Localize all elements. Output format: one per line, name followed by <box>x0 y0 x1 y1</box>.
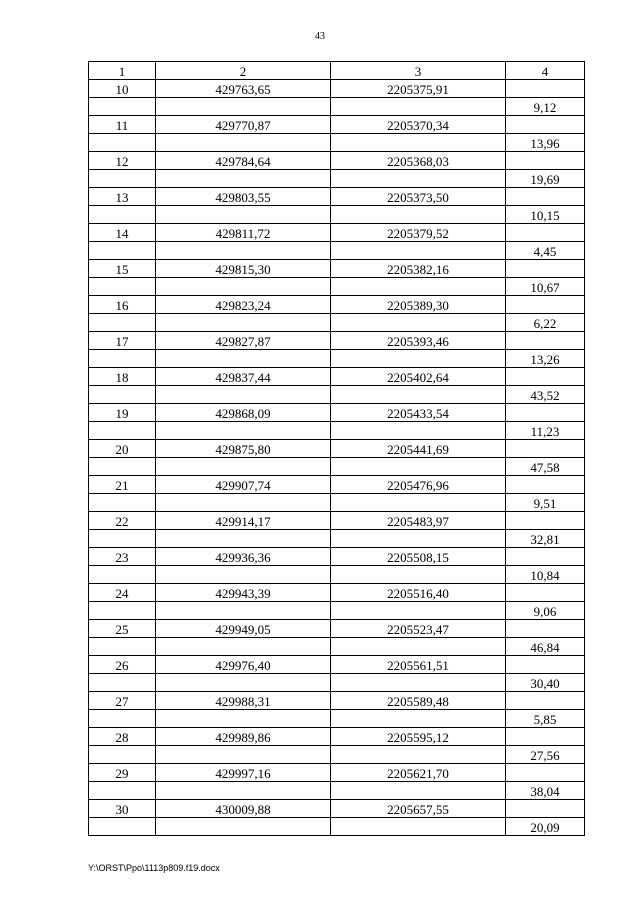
empty-cell <box>156 458 331 476</box>
x-coordinate-cell: 429875,80 <box>156 440 331 458</box>
table-row <box>89 818 585 836</box>
empty-cell <box>331 458 506 476</box>
empty-cell <box>156 98 331 116</box>
table-row <box>89 440 585 458</box>
empty-cell <box>506 296 585 314</box>
table-row <box>89 548 585 566</box>
empty-cell <box>89 242 156 260</box>
point-number-cell: 16 <box>89 296 156 314</box>
table-header-row <box>89 62 585 80</box>
empty-cell <box>506 116 585 134</box>
table-row <box>89 80 585 98</box>
distance-cell: 30,40 <box>506 674 585 692</box>
table-row <box>89 188 585 206</box>
distance-cell: 4,45 <box>506 242 585 260</box>
empty-cell <box>506 440 585 458</box>
distance-cell: 9,12 <box>506 98 585 116</box>
distance-cell: 20,09 <box>506 818 585 836</box>
empty-cell <box>89 818 156 836</box>
empty-cell <box>331 494 506 512</box>
y-coordinate-cell: 2205393,46 <box>331 332 506 350</box>
empty-cell <box>331 242 506 260</box>
empty-cell <box>506 224 585 242</box>
empty-cell <box>331 206 506 224</box>
empty-cell <box>89 710 156 728</box>
point-number-cell: 12 <box>89 152 156 170</box>
distance-cell: 19,69 <box>506 170 585 188</box>
point-number-cell: 30 <box>89 800 156 818</box>
empty-cell <box>331 818 506 836</box>
empty-cell <box>156 674 331 692</box>
x-coordinate-cell: 429784,64 <box>156 152 331 170</box>
x-coordinate-cell: 429943,39 <box>156 584 331 602</box>
table-row <box>89 458 585 476</box>
table-row <box>89 260 585 278</box>
point-number-cell: 19 <box>89 404 156 422</box>
point-number-cell: 18 <box>89 368 156 386</box>
point-number-cell: 11 <box>89 116 156 134</box>
empty-cell <box>156 638 331 656</box>
distance-cell: 38,04 <box>506 782 585 800</box>
distance-cell: 43,52 <box>506 386 585 404</box>
table-row <box>89 332 585 350</box>
empty-cell <box>331 314 506 332</box>
distance-cell: 6,22 <box>506 314 585 332</box>
point-number-cell: 15 <box>89 260 156 278</box>
empty-cell <box>89 170 156 188</box>
empty-cell <box>506 368 585 386</box>
table-row <box>89 530 585 548</box>
distance-cell: 46,84 <box>506 638 585 656</box>
empty-cell <box>331 674 506 692</box>
y-coordinate-cell: 2205368,03 <box>331 152 506 170</box>
point-number-cell: 25 <box>89 620 156 638</box>
empty-cell <box>506 476 585 494</box>
table-row <box>89 728 585 746</box>
table-row <box>89 224 585 242</box>
table-row <box>89 98 585 116</box>
y-coordinate-cell: 2205375,91 <box>331 80 506 98</box>
point-number-cell: 13 <box>89 188 156 206</box>
empty-cell <box>156 422 331 440</box>
table-row <box>89 422 585 440</box>
empty-cell <box>156 386 331 404</box>
table-row <box>89 494 585 512</box>
column-header-2: 2 <box>156 62 331 80</box>
empty-cell <box>506 80 585 98</box>
empty-cell <box>89 98 156 116</box>
empty-cell <box>89 350 156 368</box>
empty-cell <box>506 188 585 206</box>
column-header-3: 3 <box>331 62 506 80</box>
point-number-cell: 24 <box>89 584 156 602</box>
distance-cell: 13,26 <box>506 350 585 368</box>
empty-cell <box>89 674 156 692</box>
distance-cell: 9,51 <box>506 494 585 512</box>
empty-cell <box>89 278 156 296</box>
point-number-cell: 28 <box>89 728 156 746</box>
point-number-cell: 14 <box>89 224 156 242</box>
table-row <box>89 566 585 584</box>
empty-cell <box>156 350 331 368</box>
x-coordinate-cell: 429868,09 <box>156 404 331 422</box>
x-coordinate-cell: 429827,87 <box>156 332 331 350</box>
column-header-4: 4 <box>506 62 585 80</box>
table-body <box>89 80 585 836</box>
coordinates-table <box>88 61 585 836</box>
y-coordinate-cell: 2205516,40 <box>331 584 506 602</box>
empty-cell <box>89 386 156 404</box>
empty-cell <box>331 278 506 296</box>
empty-cell <box>156 710 331 728</box>
table-row <box>89 242 585 260</box>
empty-cell <box>156 746 331 764</box>
empty-cell <box>506 656 585 674</box>
table-row <box>89 620 585 638</box>
empty-cell <box>89 206 156 224</box>
y-coordinate-cell: 2205476,96 <box>331 476 506 494</box>
y-coordinate-cell: 2205441,69 <box>331 440 506 458</box>
y-coordinate-cell: 2205402,64 <box>331 368 506 386</box>
empty-cell <box>156 818 331 836</box>
empty-cell <box>89 746 156 764</box>
empty-cell <box>331 566 506 584</box>
x-coordinate-cell: 429907,74 <box>156 476 331 494</box>
empty-cell <box>331 170 506 188</box>
table-row <box>89 152 585 170</box>
empty-cell <box>89 314 156 332</box>
table-row <box>89 350 585 368</box>
empty-cell <box>156 602 331 620</box>
table-row <box>89 638 585 656</box>
table-row <box>89 278 585 296</box>
empty-cell <box>156 782 331 800</box>
empty-cell <box>506 404 585 422</box>
page-number: 43 <box>315 31 325 42</box>
empty-cell <box>506 728 585 746</box>
table-row <box>89 170 585 188</box>
empty-cell <box>89 566 156 584</box>
table-row <box>89 206 585 224</box>
empty-cell <box>331 782 506 800</box>
table-row <box>89 476 585 494</box>
table-row <box>89 674 585 692</box>
y-coordinate-cell: 2205508,15 <box>331 548 506 566</box>
table-row <box>89 116 585 134</box>
table-row <box>89 404 585 422</box>
point-number-cell: 27 <box>89 692 156 710</box>
empty-cell <box>331 638 506 656</box>
table-row <box>89 314 585 332</box>
point-number-cell: 29 <box>89 764 156 782</box>
x-coordinate-cell: 429949,05 <box>156 620 331 638</box>
x-coordinate-cell: 429811,72 <box>156 224 331 242</box>
empty-cell <box>156 494 331 512</box>
empty-cell <box>156 242 331 260</box>
table-row <box>89 602 585 620</box>
point-number-cell: 22 <box>89 512 156 530</box>
y-coordinate-cell: 2205433,54 <box>331 404 506 422</box>
y-coordinate-cell: 2205379,52 <box>331 224 506 242</box>
y-coordinate-cell: 2205595,12 <box>331 728 506 746</box>
y-coordinate-cell: 2205621,70 <box>331 764 506 782</box>
table-row <box>89 584 585 602</box>
y-coordinate-cell: 2205373,50 <box>331 188 506 206</box>
empty-cell <box>156 530 331 548</box>
empty-cell <box>506 620 585 638</box>
distance-cell: 9,06 <box>506 602 585 620</box>
x-coordinate-cell: 429763,65 <box>156 80 331 98</box>
distance-cell: 13,96 <box>506 134 585 152</box>
x-coordinate-cell: 430009,88 <box>156 800 331 818</box>
x-coordinate-cell: 429837,44 <box>156 368 331 386</box>
empty-cell <box>89 458 156 476</box>
empty-cell <box>506 260 585 278</box>
empty-cell <box>331 98 506 116</box>
x-coordinate-cell: 429803,55 <box>156 188 331 206</box>
table-row <box>89 782 585 800</box>
empty-cell <box>506 764 585 782</box>
table-row <box>89 656 585 674</box>
point-number-cell: 17 <box>89 332 156 350</box>
table-row <box>89 764 585 782</box>
empty-cell <box>331 710 506 728</box>
empty-cell <box>331 422 506 440</box>
x-coordinate-cell: 429988,31 <box>156 692 331 710</box>
table-row <box>89 386 585 404</box>
empty-cell <box>506 548 585 566</box>
x-coordinate-cell: 429936,36 <box>156 548 331 566</box>
point-number-cell: 10 <box>89 80 156 98</box>
x-coordinate-cell: 429976,40 <box>156 656 331 674</box>
table-row <box>89 134 585 152</box>
empty-cell <box>156 278 331 296</box>
empty-cell <box>331 530 506 548</box>
y-coordinate-cell: 2205657,55 <box>331 800 506 818</box>
y-coordinate-cell: 2205589,48 <box>331 692 506 710</box>
distance-cell: 10,84 <box>506 566 585 584</box>
table-row <box>89 746 585 764</box>
y-coordinate-cell: 2205483,97 <box>331 512 506 530</box>
point-number-cell: 23 <box>89 548 156 566</box>
empty-cell <box>156 206 331 224</box>
empty-cell <box>89 638 156 656</box>
point-number-cell: 21 <box>89 476 156 494</box>
distance-cell: 11,23 <box>506 422 585 440</box>
empty-cell <box>506 584 585 602</box>
empty-cell <box>331 602 506 620</box>
table-row <box>89 512 585 530</box>
empty-cell <box>89 530 156 548</box>
empty-cell <box>89 422 156 440</box>
column-header-1: 1 <box>89 62 156 80</box>
point-number-cell: 20 <box>89 440 156 458</box>
empty-cell <box>89 782 156 800</box>
table-row <box>89 710 585 728</box>
distance-cell: 27,56 <box>506 746 585 764</box>
empty-cell <box>89 602 156 620</box>
x-coordinate-cell: 429914,17 <box>156 512 331 530</box>
file-path-footer: Y:\ORST\Ppo\1113p809.f19.docx <box>88 863 220 873</box>
x-coordinate-cell: 429997,16 <box>156 764 331 782</box>
empty-cell <box>156 314 331 332</box>
empty-cell <box>506 332 585 350</box>
distance-cell: 10,67 <box>506 278 585 296</box>
x-coordinate-cell: 429815,30 <box>156 260 331 278</box>
distance-cell: 5,85 <box>506 710 585 728</box>
empty-cell <box>156 134 331 152</box>
empty-cell <box>331 386 506 404</box>
y-coordinate-cell: 2205389,30 <box>331 296 506 314</box>
point-number-cell: 26 <box>89 656 156 674</box>
empty-cell <box>506 692 585 710</box>
table-row <box>89 296 585 314</box>
empty-cell <box>331 134 506 152</box>
table-row <box>89 692 585 710</box>
distance-cell: 32,81 <box>506 530 585 548</box>
x-coordinate-cell: 429823,24 <box>156 296 331 314</box>
empty-cell <box>89 134 156 152</box>
empty-cell <box>506 152 585 170</box>
empty-cell <box>89 494 156 512</box>
y-coordinate-cell: 2205382,16 <box>331 260 506 278</box>
distance-cell: 47,58 <box>506 458 585 476</box>
y-coordinate-cell: 2205370,34 <box>331 116 506 134</box>
empty-cell <box>331 746 506 764</box>
table-row <box>89 368 585 386</box>
y-coordinate-cell: 2205523,47 <box>331 620 506 638</box>
empty-cell <box>156 170 331 188</box>
empty-cell <box>331 350 506 368</box>
distance-cell: 10,15 <box>506 206 585 224</box>
y-coordinate-cell: 2205561,51 <box>331 656 506 674</box>
empty-cell <box>506 800 585 818</box>
empty-cell <box>156 566 331 584</box>
table-row <box>89 800 585 818</box>
x-coordinate-cell: 429770,87 <box>156 116 331 134</box>
x-coordinate-cell: 429989,86 <box>156 728 331 746</box>
empty-cell <box>506 512 585 530</box>
